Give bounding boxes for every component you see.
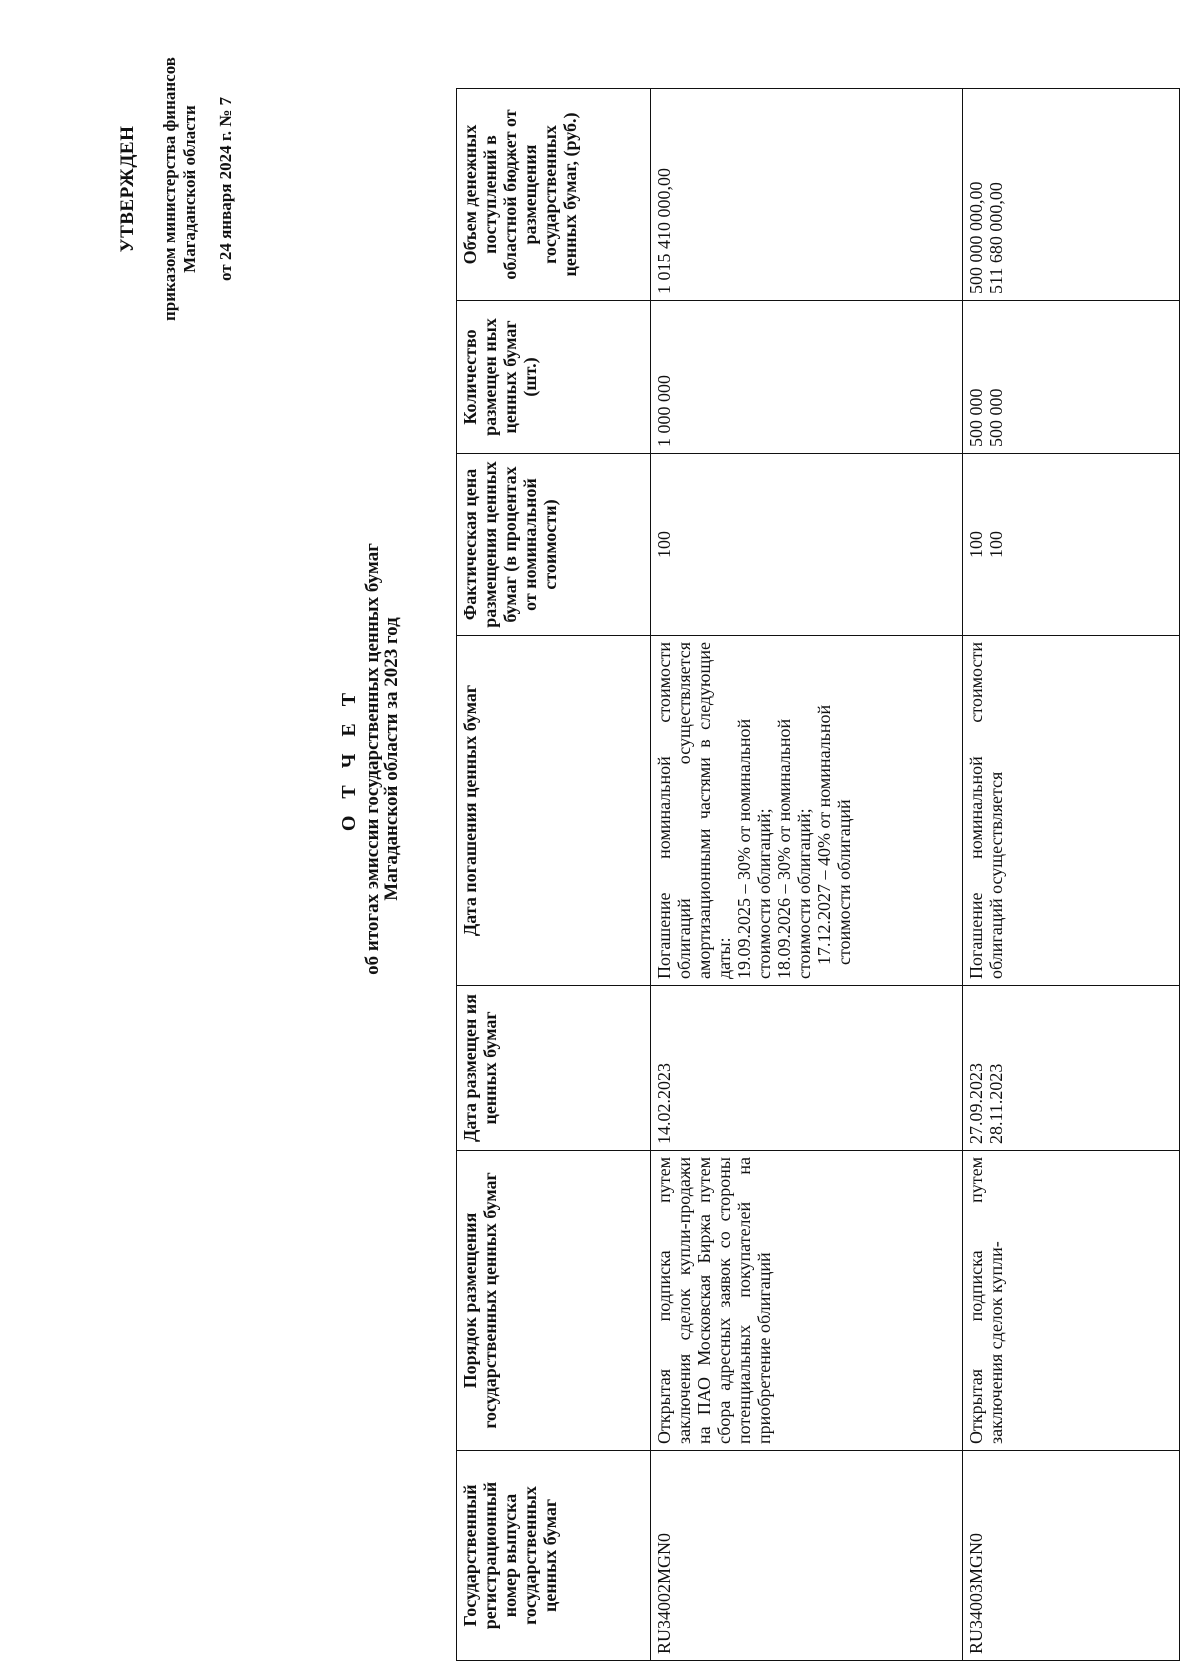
table-header-row	[457, 89, 651, 1661]
quantity-text: 500 000	[985, 388, 1006, 447]
column-header: Объем денежных поступлений в областной бюджет от размещения государственных ценных бумаг, (руб.)	[457, 89, 651, 301]
placement-date-text: 27.09.2023	[965, 1063, 986, 1144]
table-row	[651, 89, 963, 1661]
report-subtitle-1: об итогах эмиссии государственных ценных бумаг	[362, 543, 383, 975]
placement-date-cell: 14.02.2023	[651, 986, 963, 1151]
price-text: 100	[965, 531, 986, 558]
quantity-cell	[962, 301, 1179, 454]
placement-order-cell: Открытая подписка путем заключения сделок купли-продажи на ПАО Московская Биржа путем сбора адресных заявок со стороны потенциальных покупателей на приобретение облигаций	[651, 1151, 963, 1451]
reg-number-cell: RU34003MGN0	[962, 1451, 1179, 1661]
placement-order-cell: Открытая подписка путем заключения сделок купли-	[962, 1151, 1179, 1451]
placement-date-cell	[962, 986, 1179, 1151]
volume-cell	[962, 89, 1179, 301]
redemption-text: Погашение номинальной стоимости облигаций осуществляется амортизационными частями в следующие даты:	[654, 642, 735, 979]
column-header: Дата погашения ценных бумаг	[457, 636, 651, 986]
volume-text: 500 000 000,00	[965, 181, 986, 294]
approval-line-1: приказом министерства финансов	[160, 57, 179, 321]
redemption-text: 19.09.2025 – 30% от номинальной стоимости облигаций;	[734, 718, 775, 979]
column-header: Количество размещен ных ценных бумаг (шт.)	[457, 301, 651, 454]
approval-block	[118, 34, 236, 344]
quantity-text: 500 000	[965, 388, 986, 447]
approval-date: от 24 января 2024 г. № 7	[216, 96, 235, 282]
column-header: Дата размещен ия ценных бумаг	[457, 986, 651, 1151]
redemption-text: 17.12.2027 – 40% от номинальной стоимости облигаций	[814, 704, 855, 965]
reg-number-cell: RU34002MGN0	[651, 1451, 963, 1661]
placement-date-text: 28.11.2023	[985, 1063, 1006, 1144]
volume-text: 511 680 000,00	[985, 182, 1006, 294]
report-subtitle-2: Магаданской области за 2023 год	[381, 617, 402, 901]
report-heading: О Т Ч Е Т	[338, 686, 360, 832]
report-table	[456, 88, 1180, 1661]
volume-cell: 1 015 410 000,00	[651, 89, 963, 301]
quantity-cell: 1 000 000	[651, 301, 963, 454]
approval-title: УТВЕРЖДЕН	[117, 125, 138, 253]
price-cell	[962, 454, 1179, 636]
report-title	[340, 409, 401, 1109]
table-row	[962, 89, 1179, 1661]
approval-line-2: Магаданской области	[180, 105, 199, 273]
column-header: Государственный регистрационный номер выпуска государственных ценных бумаг	[457, 1451, 651, 1661]
price-text: 100	[985, 531, 1006, 558]
column-header: Фактическая цена размещения ценных бумаг (в процентах от номинальной стоимости)	[457, 454, 651, 636]
price-cell: 100	[651, 454, 963, 636]
redemption-text: 18.09.2026 – 30% от номинальной стоимости облигаций;	[774, 718, 815, 979]
column-header: Порядок размещения государственных ценных бумаг	[457, 1151, 651, 1451]
redemption-cell	[651, 636, 963, 986]
redemption-cell: Погашение номинальной стоимости облигаций осуществляется	[962, 636, 1179, 986]
